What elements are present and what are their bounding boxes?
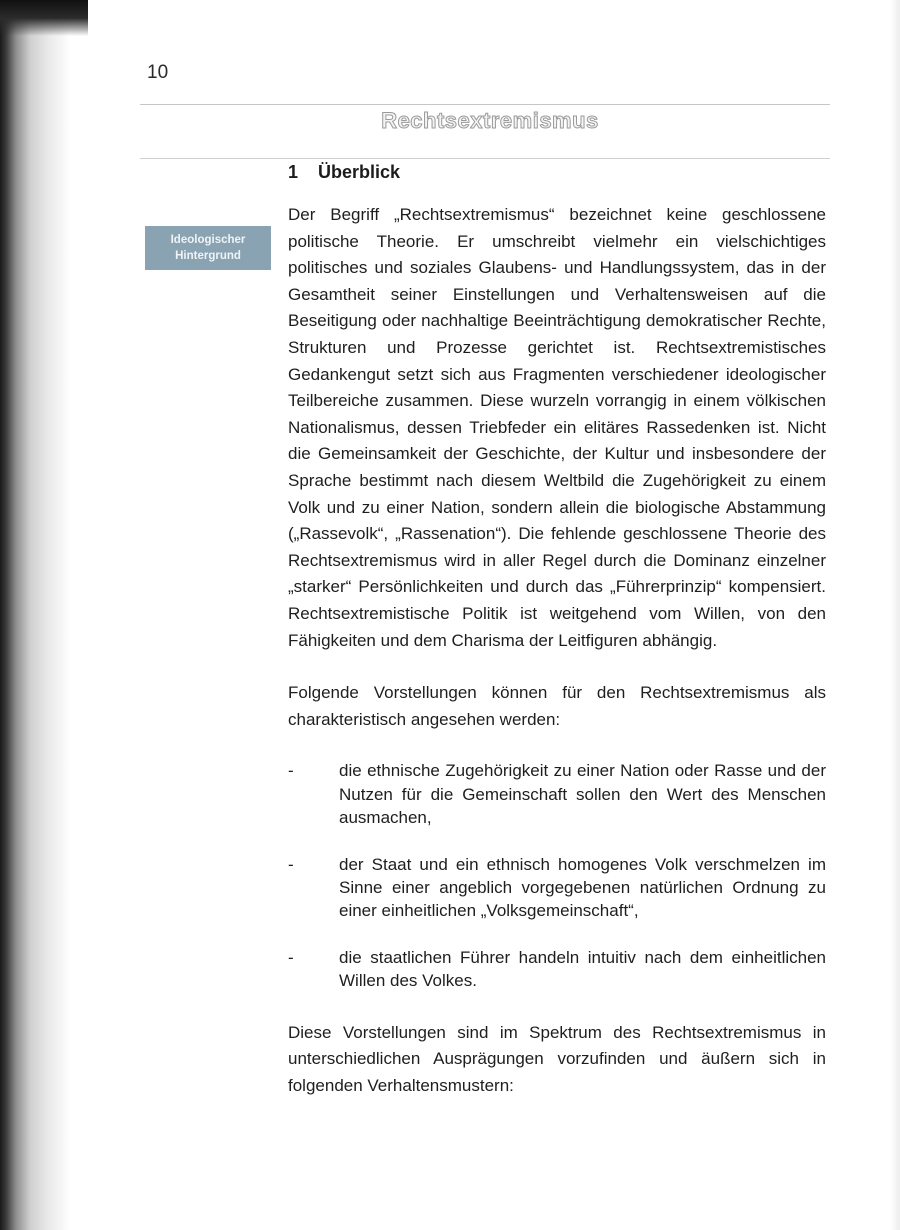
section-heading bbox=[288, 162, 400, 183]
list-item-text: die staatlichen Führer handeln intuitiv nach dem einheitlichen Willen des Volkes. bbox=[339, 947, 826, 991]
list-item-text: die ethnische Zugehörigkeit zu einer Nation oder Rasse und der Nutzen für die Gemeinschaft sollen den Wert des Menschen ausmachen, bbox=[339, 761, 826, 828]
list-item bbox=[288, 946, 826, 993]
title-rule bbox=[140, 158, 830, 159]
section-number: 1 bbox=[288, 162, 299, 182]
paragraph-characteristics: Folgende Vorstellungen können für den Rechtsextremismus als charakteristisch angesehen werden: bbox=[288, 683, 826, 729]
characteristics-list bbox=[288, 759, 826, 992]
page-number: 10 bbox=[147, 62, 169, 83]
body-text bbox=[288, 202, 826, 1099]
section-title: Überblick bbox=[318, 162, 401, 182]
list-item bbox=[288, 853, 826, 923]
list-bullet: - bbox=[288, 854, 294, 874]
scan-right-edge bbox=[890, 0, 900, 1230]
scan-corner-shadow bbox=[0, 0, 88, 36]
margin-note-line-1: Ideologischer bbox=[170, 234, 246, 246]
margin-note-line-2: Hintergrund bbox=[175, 250, 241, 262]
paragraph-intro: Der Begriff „Rechtsextremismus“ bezeichnet keine geschlossene politische Theorie. Er umschreibt vielmehr ein vielschichtiges politisches und soziales Glaubens- und Handlungssystem, das in der Gesamtheit seiner Einstellungen und Verhaltensweisen auf die Beseitigung oder nachhaltige Beeinträchtigung demokratischer Rechte, Strukturen und Prozesse gerichtet ist. Rechtsextremistisches Gedankengut setzt sich aus Fragmenten verschiedener ideologischer Teilbereiche zusammen. Diese wurzeln vorrangig in einem völkischen Nationalismus, dessen Triebfeder ein elitäres Rassedenken ist. Nicht die Gemeinsamkeit der Geschichte, der Kultur und insbesondere der Sprache bestimmt nach diesem Weltbild die Zugehörigkeit zu einem Volk und zu einer Nation, sondern allein die biologische Abstammung („Rassevolk“, „Rassenation“). Die fehlende geschlossene Theorie des Rechtsextremismus wird in aller Regel durch die Dominanz einzelner „starker“ Persönlichkeiten und durch das „Führerprinzip“ kompensiert. Rechtsextremistische Politik ist weitgehend vom Willen, von den Fähigkeiten und dem Charisma der Leitfiguren abhängig. bbox=[288, 205, 826, 650]
list-item-text: der Staat und ein ethnisch homogenes Volk verschmelzen im Sinne einer angeblich vorgegebenen natürlichen Ordnung zu einer einheitlichen „Volksgemeinschaft“, bbox=[339, 854, 826, 921]
paragraph-closing: Diese Vorstellungen sind im Spektrum des Rechtsextremismus in unterschiedlichen Ausprägungen vorzufinden und äußern sich in folgenden Verhaltensmustern: bbox=[288, 1022, 826, 1095]
list-bullet: - bbox=[288, 761, 294, 781]
list-item bbox=[288, 759, 826, 829]
list-bullet: - bbox=[288, 947, 294, 967]
margin-note bbox=[145, 226, 271, 270]
header-rule bbox=[140, 104, 830, 105]
scan-binding-shadow bbox=[0, 0, 70, 1230]
chapter-title: Rechtsextremismus bbox=[381, 108, 599, 133]
